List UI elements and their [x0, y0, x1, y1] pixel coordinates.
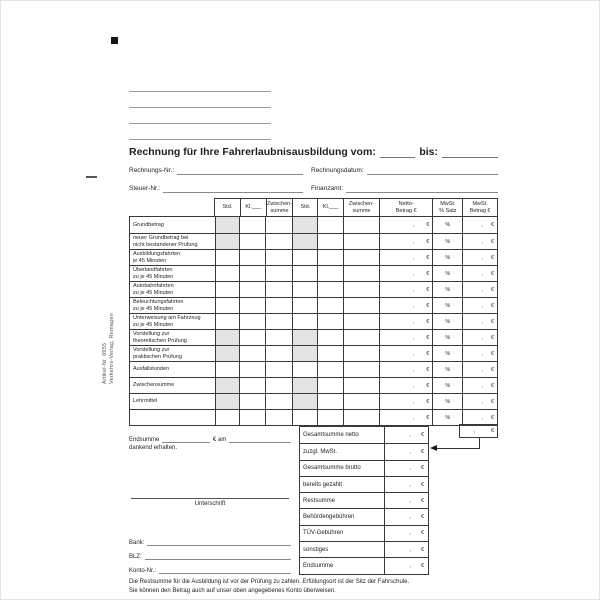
- vat-rate-cell: %: [432, 362, 462, 377]
- hours-cell: [215, 394, 240, 409]
- tax-number-label: Steuer-Nr.:: [129, 185, 161, 192]
- imprint-publisher: Verkehrs-Verlag, Remagen: [109, 313, 115, 384]
- blank-line: [229, 434, 291, 443]
- date-to-blank: [442, 149, 498, 158]
- vat-total-box: [459, 424, 498, 438]
- amount-cell: , €: [462, 394, 497, 409]
- amount-cell: , €: [462, 330, 497, 345]
- table-row: [130, 313, 497, 329]
- amount-cell: , €: [379, 346, 433, 361]
- summary-amount-cell: , €: [384, 477, 428, 492]
- summary-row-label: TÜV-Gebühren: [303, 530, 344, 537]
- row-label: Lehrmittel: [133, 398, 158, 405]
- subtotal-cell: [343, 217, 379, 233]
- blank-line: [367, 166, 498, 175]
- amount-cell: , €: [379, 234, 433, 249]
- summary-amount-cell: , €: [384, 509, 428, 524]
- vat-rate-cell: %: [432, 266, 462, 281]
- row-label: Beleuchtungsfahrten zu je 45 Minuten: [133, 299, 184, 312]
- class-cell: [239, 362, 265, 377]
- blz-label: BLZ:: [129, 554, 142, 560]
- table-row: [130, 265, 497, 281]
- amount-cell: , €: [379, 362, 433, 377]
- account-number-label: Konto-Nr.:: [129, 568, 157, 574]
- hours-cell: [292, 362, 317, 377]
- table-row: [130, 393, 497, 409]
- row-label: Vorstellung zur theoretischen Prüfung: [133, 331, 187, 344]
- print-registration-mark: [111, 37, 118, 44]
- vat-rate-cell: %: [432, 298, 462, 313]
- amount-cell: , €: [379, 250, 433, 265]
- column-header: MwSt. Betrag €: [462, 199, 497, 216]
- summary-row-label: bereits gezahlt: [303, 481, 343, 488]
- main-table: [129, 198, 498, 426]
- summary-row: [300, 525, 428, 541]
- amount-cell: , €: [379, 394, 433, 409]
- row-label: Unterweisung am Fahrzeug zu je 45 Minuten: [133, 315, 201, 328]
- subtotal-cell: [343, 298, 379, 313]
- hours-cell: [215, 217, 240, 233]
- class-cell: [239, 282, 265, 297]
- column-header: Zwischen- summe: [343, 199, 379, 216]
- subtotal-cell: [343, 330, 379, 345]
- summary-amount-cell: , €: [384, 493, 428, 508]
- amount-cell: , €: [462, 266, 497, 281]
- summary-row: [300, 443, 428, 459]
- subtotal-cell: [343, 346, 379, 361]
- row-label: Ausbildungsfahrten je 45 Minuten: [133, 251, 181, 264]
- received-with-thanks-label: dankend erhalten.: [129, 445, 178, 451]
- amount-cell: , €: [462, 217, 497, 233]
- subtotal-cell: [265, 330, 292, 345]
- class-cell: [317, 378, 343, 393]
- blank-line: [162, 434, 210, 443]
- table-row: [130, 409, 497, 425]
- subtotal-cell: [343, 378, 379, 393]
- subtotal-cell: [265, 217, 292, 233]
- subtotal-cell: [265, 314, 292, 329]
- summary-row: [300, 541, 428, 557]
- blank-line: [163, 184, 303, 193]
- subtotal-cell: [343, 314, 379, 329]
- vat-rate-cell: %: [432, 410, 462, 425]
- amount-cell: , €: [462, 282, 497, 297]
- amount-cell: , €: [379, 378, 433, 393]
- hours-cell: [215, 314, 240, 329]
- table-row: [130, 361, 497, 377]
- hours-cell: [292, 346, 317, 361]
- class-cell: [317, 330, 343, 345]
- amount-cell: , €: [462, 314, 497, 329]
- class-cell: [317, 217, 343, 233]
- connector-line-vertical: [479, 438, 480, 448]
- blank-line: [145, 551, 291, 560]
- column-header: Netto- Betrag €: [379, 199, 433, 216]
- summary-amount-cell: , €: [384, 461, 428, 476]
- vat-rate-cell: %: [432, 394, 462, 409]
- class-cell: [317, 234, 343, 249]
- hours-cell: [292, 266, 317, 281]
- vat-rate-cell: %: [432, 330, 462, 345]
- row-label: Zwischensumme: [133, 382, 175, 389]
- hours-cell: [292, 282, 317, 297]
- tax-office-field: [311, 184, 498, 193]
- invoice-date-label: Rechnungsdatum:: [311, 167, 364, 174]
- bank-field: [129, 537, 291, 546]
- subtotal-cell: [265, 250, 292, 265]
- summary-row: [300, 460, 428, 476]
- table-row: [130, 281, 497, 297]
- hours-cell: [292, 217, 317, 233]
- hours-cell: [292, 378, 317, 393]
- class-cell: [239, 314, 265, 329]
- row-label: Autobahnfahrten zu je 45 Minuten: [133, 283, 174, 296]
- invoice-number-label: Rechnungs-Nr.:: [129, 167, 175, 174]
- summary-row-label: Behördengebühren: [303, 514, 355, 521]
- subtotal-cell: [343, 362, 379, 377]
- summary-row: [300, 508, 428, 524]
- table-row: [130, 233, 497, 249]
- class-cell: [317, 314, 343, 329]
- summary-row-label: Restsumme: [303, 497, 336, 504]
- tax-office-label: Finanzamt:: [311, 185, 344, 192]
- blank-line: [159, 565, 291, 574]
- subtotal-cell: [343, 394, 379, 409]
- class-cell: [317, 394, 343, 409]
- main-table-body: [129, 216, 498, 426]
- subtotal-cell: [265, 298, 292, 313]
- main-table-header: [214, 198, 498, 216]
- class-cell: [239, 378, 265, 393]
- hours-cell: [292, 330, 317, 345]
- subtotal-cell: [265, 346, 292, 361]
- hours-cell: [215, 266, 240, 281]
- signature-label: Unterschrift: [194, 501, 226, 507]
- class-cell: [239, 330, 265, 345]
- vat-rate-cell: %: [432, 217, 462, 233]
- amount-cell: , €: [462, 298, 497, 313]
- tax-number-field: [129, 184, 303, 193]
- address-line: [129, 123, 271, 124]
- row-label: Vorstellung zur praktischen Prüfung: [133, 347, 182, 360]
- row-label: Ausfallstunden: [133, 366, 170, 373]
- class-cell: [317, 346, 343, 361]
- bank-label: Bank:: [129, 540, 145, 546]
- vat-rate-cell: %: [432, 282, 462, 297]
- hours-cell: [215, 234, 240, 249]
- class-cell: [317, 410, 343, 425]
- class-cell: [239, 217, 265, 233]
- class-cell: [317, 282, 343, 297]
- table-row: [130, 329, 497, 345]
- row-label: Grundbetrag: [133, 221, 164, 228]
- table-row: [130, 377, 497, 393]
- form-title-bis-label: bis:: [419, 146, 438, 158]
- row-label: [130, 410, 215, 425]
- footer-line-1: Die Restsumme für die Ausbildung ist vor der Prüfung zu zahlen. Erfüllungsort ist der Sitz der Fahrschule.: [129, 579, 410, 585]
- class-cell: [317, 298, 343, 313]
- arrow-left-icon: [430, 445, 437, 451]
- class-cell: [317, 266, 343, 281]
- hours-cell: [215, 282, 240, 297]
- form-title: Rechnung für Ihre Fahrerlaubnisausbildung vom:: [129, 146, 376, 158]
- hours-cell: [215, 378, 240, 393]
- subtotal-cell: [343, 266, 379, 281]
- row-label: neuer Grundbetrag bei nicht bestandener Prüfung: [133, 235, 198, 248]
- date-from-blank: [380, 149, 416, 158]
- vat-rate-cell: %: [432, 346, 462, 361]
- invoice-date-field: [311, 166, 498, 175]
- class-cell: [239, 266, 265, 281]
- vat-rate-cell: %: [432, 378, 462, 393]
- amount-cell: , €: [379, 410, 433, 425]
- blz-field: [129, 551, 291, 560]
- fold-mark: [86, 176, 97, 178]
- address-line: [129, 91, 271, 92]
- summary-amount-cell: , €: [384, 558, 428, 573]
- summary-amount-cell: , €: [384, 526, 428, 541]
- class-cell: [239, 410, 265, 425]
- subtotal-cell: [265, 410, 292, 425]
- blank-line: [177, 166, 303, 175]
- summary-amount-cell: , €: [384, 542, 428, 557]
- column-header: Std.: [292, 199, 317, 216]
- amount-comma: ,: [473, 428, 475, 434]
- publisher-imprint: [102, 284, 116, 384]
- subtotal-cell: [265, 282, 292, 297]
- summary-row: [300, 557, 428, 573]
- hours-cell: [292, 298, 317, 313]
- amount-cell: , €: [379, 217, 433, 233]
- hours-cell: [292, 250, 317, 265]
- class-cell: [317, 250, 343, 265]
- signature-line: [131, 498, 289, 499]
- subtotal-cell: [343, 250, 379, 265]
- amount-cell: , €: [462, 378, 497, 393]
- row-label: Überlandfahrten zu je 45 Minuten: [133, 267, 174, 280]
- vat-rate-cell: %: [432, 314, 462, 329]
- class-cell: [239, 250, 265, 265]
- final-sum-row: [129, 434, 291, 443]
- summary-row-label: sonstiges: [303, 546, 329, 553]
- class-cell: [239, 394, 265, 409]
- class-cell: [239, 346, 265, 361]
- hours-cell: [215, 298, 240, 313]
- subtotal-cell: [343, 282, 379, 297]
- summary-row-label: Gesamtsumme netto: [303, 432, 359, 439]
- amount-cell: , €: [462, 410, 497, 425]
- amount-cell: , €: [462, 250, 497, 265]
- euro-sign: €: [490, 428, 494, 434]
- hours-cell: [215, 346, 240, 361]
- hours-cell: [292, 394, 317, 409]
- amount-cell: , €: [379, 266, 433, 281]
- table-row: [130, 249, 497, 265]
- hours-cell: [215, 250, 240, 265]
- amount-cell: , €: [379, 330, 433, 345]
- address-line: [129, 139, 271, 140]
- class-cell: [239, 234, 265, 249]
- blank-line: [147, 537, 291, 546]
- table-row: [130, 217, 497, 233]
- hours-cell: [292, 314, 317, 329]
- hours-cell: [215, 330, 240, 345]
- column-header: Kl.___: [240, 199, 266, 216]
- amount-cell: , €: [379, 298, 433, 313]
- summary-row-label: zuzgl. MwSt.: [303, 448, 338, 455]
- summary-row-label: Endsumme: [303, 563, 334, 570]
- subtotal-cell: [265, 266, 292, 281]
- table-row: [130, 345, 497, 361]
- class-cell: [239, 298, 265, 313]
- subtotal-cell: [265, 234, 292, 249]
- invoice-number-field: [129, 166, 303, 175]
- subtotal-cell: [265, 394, 292, 409]
- summary-row: [300, 427, 428, 443]
- amount-cell: , €: [379, 282, 433, 297]
- subtotal-cell: [265, 362, 292, 377]
- hours-cell: [292, 410, 317, 425]
- summary-row: [300, 476, 428, 492]
- footer-note: [129, 578, 409, 595]
- imprint-article-number: Artikel-Nr. 0955: [102, 342, 108, 384]
- footer-line-2: Sie können den Betrag auch auf unser oben angegebenes Konto überweisen.: [129, 587, 336, 594]
- summary-amount-cell: , €: [384, 444, 428, 459]
- blank-line: [346, 184, 498, 193]
- address-line: [129, 107, 271, 108]
- table-row: [130, 297, 497, 313]
- eur-am-label: € am: [212, 437, 227, 443]
- connector-line-horizontal: [437, 448, 480, 449]
- vat-rate-cell: %: [432, 250, 462, 265]
- summary-table: [299, 426, 429, 575]
- vat-rate-cell: %: [432, 234, 462, 249]
- subtotal-cell: [343, 234, 379, 249]
- amount-cell: , €: [462, 234, 497, 249]
- class-cell: [317, 362, 343, 377]
- amount-cell: , €: [379, 314, 433, 329]
- final-sum-label: Endsumme: [129, 437, 160, 443]
- account-number-field: [129, 565, 291, 574]
- amount-cell: , €: [462, 346, 497, 361]
- summary-row-label: Gesamtsumme brutto: [303, 465, 361, 472]
- amount-cell: , €: [462, 362, 497, 377]
- column-header: Kl.___: [317, 199, 343, 216]
- hours-cell: [215, 410, 240, 425]
- summary-amount-cell: , €: [384, 427, 428, 443]
- subtotal-cell: [265, 378, 292, 393]
- column-header: MwSt. % Satz: [432, 199, 462, 216]
- column-header: Std.: [222, 204, 233, 211]
- form-title-row: [129, 147, 498, 158]
- subtotal-cell: [343, 410, 379, 425]
- hours-cell: [215, 362, 240, 377]
- hours-cell: [292, 234, 317, 249]
- column-header: Zwischen- summe: [266, 199, 293, 216]
- summary-row: [300, 492, 428, 508]
